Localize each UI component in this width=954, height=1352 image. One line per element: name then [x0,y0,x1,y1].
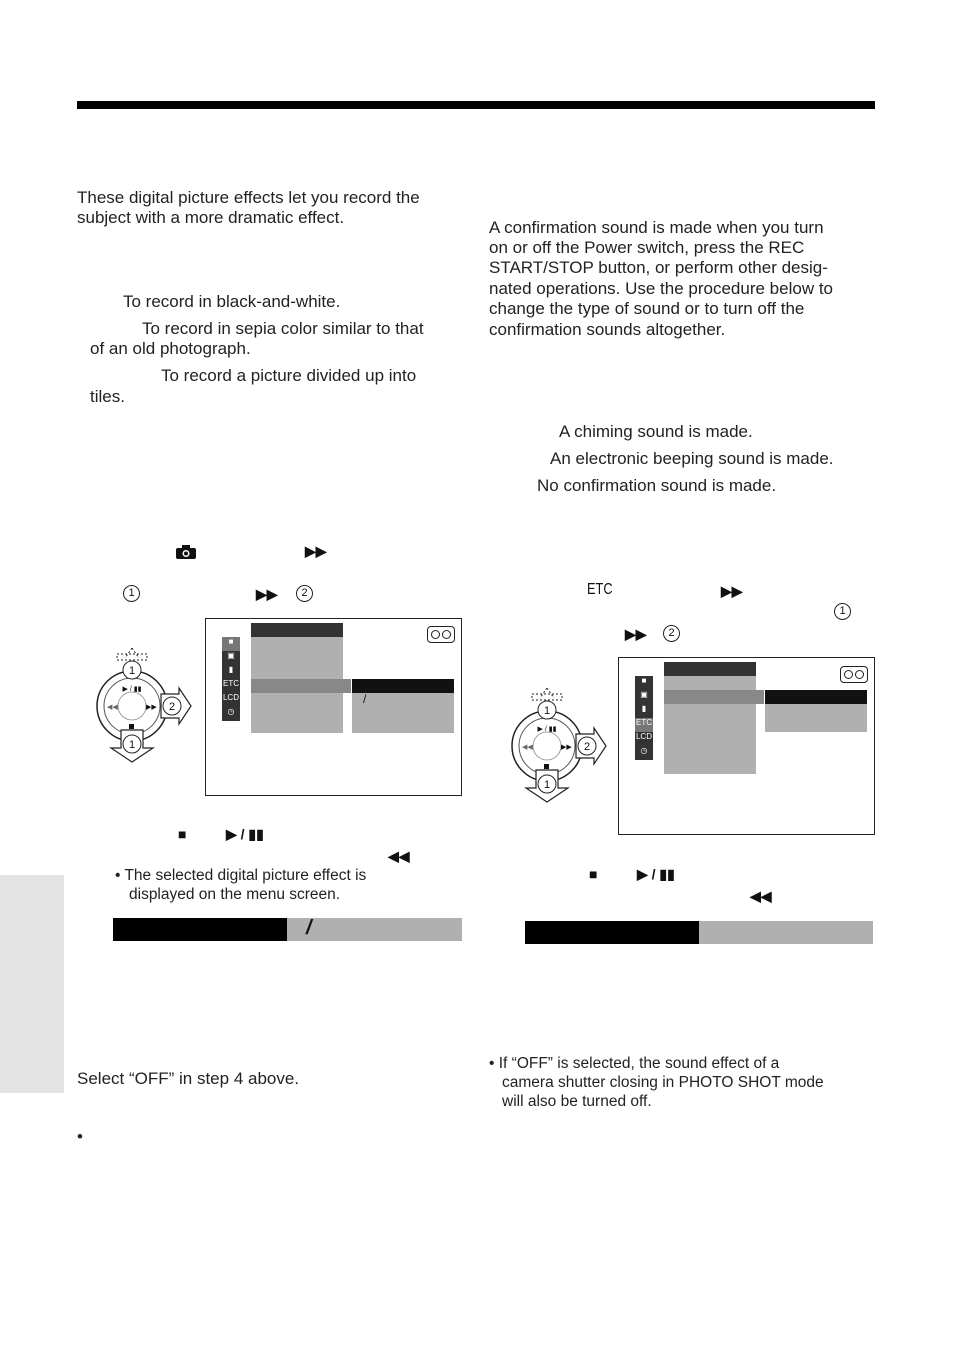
left-intro-line2: subject with a more dramatic effect. [77,208,345,227]
fast-forward-icon: ▶▶ [721,583,743,599]
submenu-options [765,704,867,732]
menu-icon-column [222,637,240,721]
menu-icon-column [635,676,653,760]
step-1-marker: 1 [123,585,140,602]
svg-text:▶ / ▮▮: ▶ / ▮▮ [122,686,142,693]
lcd-icon: LCD [222,693,239,702]
menu-item-selected [664,690,764,704]
menu-screen-picture-effect [205,618,462,796]
header-rule [77,101,875,109]
stop-icon: ■ [589,866,598,882]
clock-icon: ◷ [640,746,648,755]
submenu-header [765,690,867,704]
tape-icon [840,666,868,683]
play-pause-icon: ▶ / ▮▮ [637,866,675,882]
svg-text:1: 1 [543,705,551,717]
right-intro-line5: change the type of sound or to turn off the [489,299,805,318]
step-1-marker: 1 [834,603,851,620]
cancel-instruction: Select “OFF” in step 4 above. [77,1069,300,1088]
operation-dial-illustration [95,648,200,763]
fast-forward-icon: ▶▶ [256,586,278,602]
status-slash: / [306,917,312,939]
fast-forward-icon: ▶▶ [625,626,647,642]
side-tab [0,875,64,1093]
right-intro-line6: confirmation sounds altogether. [489,320,726,339]
left-note-line1: • The selected digital picture effect is [115,867,367,884]
status-bar-right-value [699,921,873,944]
effect-option-sepia-line1: To record in sepia color similar to that [142,319,424,338]
etc-icon: ETC [223,679,239,688]
etc-icon: ETC [587,581,613,598]
left-intro-line1: These digital picture effects let you record the [77,188,420,207]
right-note-line2: camera shutter closing in PHOTO SHOT mode [502,1074,824,1091]
right-note-line1: • If “OFF” is selected, the sound effect of a [489,1055,780,1072]
right-note-line3: will also be turned off. [502,1093,652,1110]
operation-dial-illustration [510,688,615,803]
fast-forward-icon: ▶▶ [305,543,327,559]
mic-icon: ▮ [228,665,234,674]
rewind-icon: ◀◀ [750,888,772,904]
menu-item-selected [251,679,351,693]
svg-text:◀◀: ◀◀ [522,744,533,751]
tape-icon [427,626,455,643]
bullet-marker: • [77,1127,83,1146]
camera-icon [175,544,197,560]
menu-title-bar [251,623,343,637]
svg-text:◀◀: ◀◀ [107,704,118,711]
svg-text:2: 2 [583,741,591,753]
mic-icon: ▮ [641,704,647,713]
svg-text:1: 1 [128,739,136,751]
lcd-icon: LCD [635,732,652,741]
play-pause-icon: ▶ / ▮▮ [226,826,264,842]
step-2-marker: 2 [663,625,680,642]
right-intro-line2: on or off the Power switch, press the REC [489,238,805,257]
menu-screen-confirmation-sound [618,657,875,835]
svg-text:2: 2 [168,701,176,713]
stop-icon: ■ [178,826,187,842]
rewind-icon: ◀◀ [388,848,410,864]
menu-title-bar [664,662,756,676]
right-intro-line4: nated operations. Use the procedure below to [489,279,834,298]
etc-icon: ETC [635,718,653,732]
right-intro-line1: A confirmation sound is made when you turn [489,218,824,237]
submenu-options [352,693,454,733]
submenu-header [352,679,454,693]
svg-text:▶ / ▮▮: ▶ / ▮▮ [537,726,557,733]
clock-icon: ◷ [227,707,235,716]
right-intro-line3: START/STOP button, or perform other desig- [489,258,828,277]
effect-option-tile-line2: tiles. [90,387,125,406]
picture-icon: ▣ [227,651,235,660]
sound-option-chime: A chiming sound is made. [559,422,753,441]
effect-option-bw: To record in black-and-white. [123,292,341,311]
svg-text:▶▶: ▶▶ [146,704,157,711]
left-note-line2: displayed on the menu screen. [129,886,341,903]
status-bar-left-value [287,918,462,941]
sound-option-beep: An electronic beeping sound is made. [550,449,834,468]
effect-option-sepia-line2: of an old photograph. [90,339,251,358]
camera-icon: ■ [222,637,240,651]
svg-text:▶▶: ▶▶ [561,744,572,751]
effect-option-tile-line1: To record a picture divided up into [161,366,417,385]
sound-option-off: No confirmation sound is made. [537,476,777,495]
picture-icon: ▣ [640,690,648,699]
status-bar-right-label [525,921,699,944]
camera-icon: ■ [641,676,647,685]
step-2-marker: 2 [296,585,313,602]
svg-text:1: 1 [128,665,136,677]
svg-text:1: 1 [543,779,551,791]
submenu-slash: / [363,692,367,706]
status-bar-left-label [113,918,287,941]
